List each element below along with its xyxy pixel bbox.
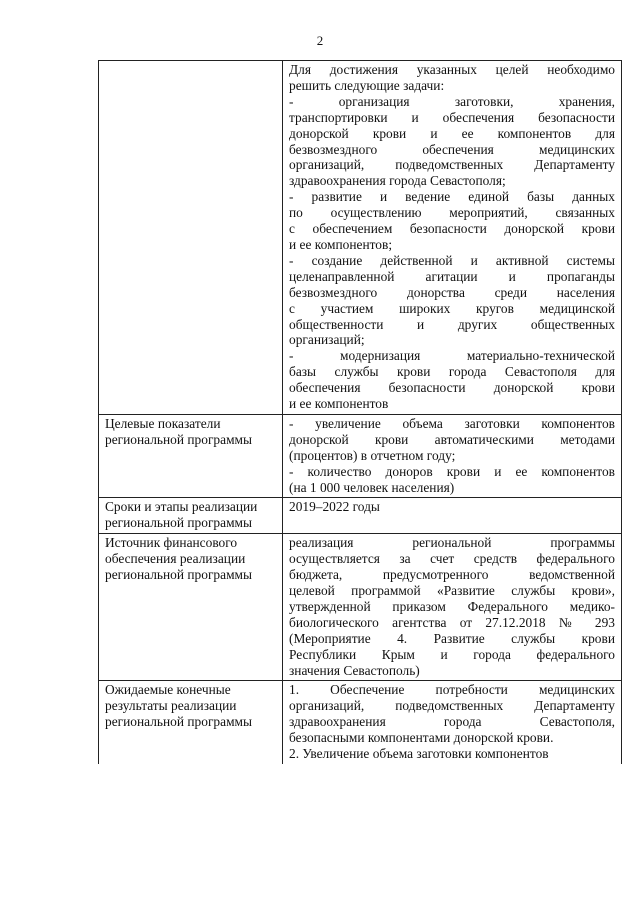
text-line: здравоохранения города Севастополя,	[289, 714, 615, 730]
text-line: организаций, подведомственных Департаменту	[289, 157, 615, 173]
text-line: 2019–2022 годы	[289, 499, 380, 515]
text-line: целенаправленной агитации и пропаганды	[289, 268, 615, 284]
text-line: (процентов) в отчетном году;	[289, 447, 456, 463]
text-line: значения Севастополь)	[289, 662, 420, 678]
text-line: донорской крови автоматическими методами	[289, 431, 615, 447]
text-line: донорской крови и ее компонентов для	[289, 125, 615, 141]
text-line: реализация региональной программы	[289, 535, 615, 551]
text-line: и ее компонентов	[289, 396, 389, 412]
text-line: общественности и других общественных	[289, 316, 615, 332]
text-line: - создание действенной и активной системы	[289, 252, 615, 268]
text-line: (Мероприятие 4. Развитие службы крови	[289, 630, 615, 646]
table-row	[99, 681, 622, 764]
text-line: здравоохранения города Севастополя;	[289, 173, 506, 189]
text-line: биологического агентства от 27.12.2018 № 293	[289, 614, 615, 630]
text-line: - организация заготовки, хранения,	[289, 93, 615, 109]
text-line: - количество доноров крови и ее компонентов	[289, 463, 615, 479]
text-line: целевой программой «Развитие службы крови»,	[289, 583, 615, 598]
indicators-cell	[283, 414, 622, 498]
row-label: Целевые показатели региональной программы	[99, 414, 283, 498]
row-label	[99, 61, 283, 415]
text-line: Республики Крым и города федерального	[289, 646, 615, 662]
text-line: транспортировки и обеспечения безопасности	[289, 109, 615, 125]
text-line: 1. Обеспечение потребности медицинских	[289, 682, 615, 698]
text-line: безвозмездного обеспечения медицинских	[289, 141, 615, 157]
row-label: Источник финансового обеспечения реализации региональной программы	[99, 534, 283, 681]
text-line: и ее компонентов;	[289, 236, 393, 252]
text-line: решить следующие задачи:	[289, 77, 445, 93]
text-line: осуществляется за счет средств федерального	[289, 551, 615, 567]
table-row	[99, 414, 622, 498]
text-line: Для достижения указанных целей необходимо	[289, 62, 615, 77]
text-line: - увеличение объема заготовки компонентов	[289, 415, 615, 431]
text-line: (на 1 000 человек населения)	[289, 479, 455, 495]
text-line: 2. Увеличение объема заготовки компонентов	[289, 746, 549, 762]
table-row	[99, 498, 622, 534]
text-line: - развитие и ведение единой базы данных	[289, 189, 615, 205]
text-line: организаций, подведомственных Департаменту	[289, 698, 615, 714]
text-line: базы службы крови города Севастополя для	[289, 364, 615, 380]
text-line: безопасными компонентами донорской крови.	[289, 730, 554, 746]
text-line: безвозмездного донорства среди населения	[289, 284, 615, 300]
text-line: по осуществлению мероприятий, связанных	[289, 205, 615, 221]
timeframe-cell	[283, 498, 622, 534]
row-label: Ожидаемые конечные результаты реализации региональной программы	[99, 681, 283, 764]
text-line: утвержденной приказом Федерального медико-	[289, 598, 615, 614]
program-passport-table	[98, 60, 622, 764]
row-label: Сроки и этапы реализации региональной программы	[99, 498, 283, 534]
funding-cell	[283, 534, 622, 681]
page-number: 2	[316, 33, 324, 48]
text-line: организаций;	[289, 332, 365, 348]
text-line: обеспечения безопасности донорской крови	[289, 380, 615, 396]
tasks-cell	[283, 61, 622, 415]
text-line: с участием широких кругов медицинской	[289, 300, 615, 316]
table-row	[99, 534, 622, 681]
table-row	[99, 61, 622, 415]
text-line: с обеспечением безопасности донорской крови	[289, 221, 615, 237]
text-line: - модернизация материально-технической	[289, 348, 615, 364]
results-cell	[283, 681, 622, 764]
text-line: бюджета, предусмотренного ведомственной	[289, 567, 615, 583]
